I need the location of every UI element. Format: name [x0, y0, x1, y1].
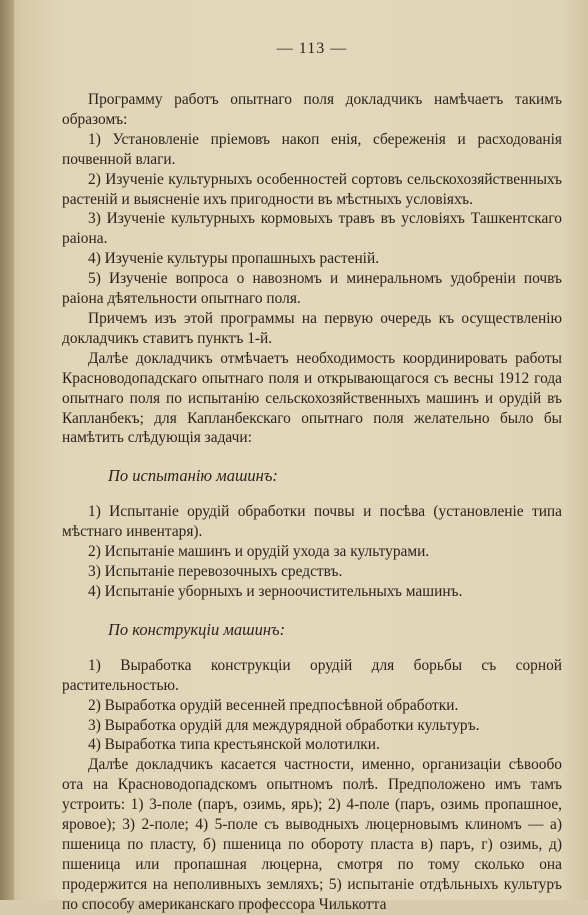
paragraph-coordination: Далѣе докладчикъ отмѣчаетъ необходимость координировать работы Красноводопадскаго опытнаго поля и открывающагося съ весны 1912 года опытнаго поля по испытанію сельскохозяйственныхъ машинъ и орудій въ Капланбекъ; для Капланбекскаго опытнаго поля желательно было бы намѣтить слѣдующія задачи:	[62, 349, 562, 447]
program-item-3: 3) Изученіе культурныхъ кормовыхъ травъ въ условіяхъ Ташкентскаго раіона.	[62, 210, 562, 248]
program-item-2: 2) Изученіе культурныхъ особенностей сортовъ сельскохозяйственныхъ растеній и выясненіе ихъ пригодности въ мѣстныхъ условіяхъ.	[62, 170, 562, 208]
design-item-1: 1) Выработка конструкціи орудій для борьбы съ сорной растительностью.	[62, 656, 562, 694]
paragraph-crop-rotation: Далѣе докладчикъ касается частности, именно, организаціи сѣвообо ота на Красноводопадскомъ опытномъ полѣ. Предположено имъ тамъ устроить: 1) 3-поле (паръ, озимь, ярь); 2) 4-поле (паръ, озимь пропашное, яровое); 3) 2-поле; 4) 5-поле съ выводныхъ люцерновымъ клиномъ — а) пшеница по пласту, б) пшеница по обороту пласта в) паръ, г) озимь, д) пшеница или пропашная люцерна, смотря по тому сколько она продержится на неполивныхъ земляхъ; 5) испытаніе отдѣльныхъ культуръ по способу американскаго профессора Чилькотта	[62, 756, 562, 913]
design-item-4: 4) Выработка типа крестьянской молотилки.	[88, 736, 380, 754]
design-item-2: 2) Выработка орудій весенней предпосѣвной обработки.	[88, 696, 459, 714]
paragraph-program-intro: Программу работъ опытнаго поля докладчикъ намѣчаетъ такимъ образомъ:	[62, 91, 562, 128]
paragraph-priority: Причемъ изъ этой программы на первую очередь къ осуществленію докладчикъ ставитъ пунктъ 1-й.	[62, 309, 562, 347]
testing-item-1: 1) Испытаніе орудій обработки почвы и посѣва (установленіе типа мѣстнаго инвентаря).	[62, 503, 562, 541]
heading-machine-design: По конструкціи машинъ:	[108, 619, 286, 639]
testing-item-4: 4) Испытаніе уборныхъ и зерноочистительныхъ машинъ.	[88, 582, 463, 600]
program-item-5: 5) Изученіе вопроса о навозномъ и минеральномъ удобреніи почвъ раіона дѣятельности опытнаго поля.	[62, 270, 562, 308]
heading-machine-testing: По испытанію машинъ:	[108, 466, 278, 486]
testing-item-2: 2) Испытаніе машинъ и орудій ухода за культурами.	[88, 543, 430, 561]
testing-item-3: 3) Испытаніе перевозочныхъ средствъ.	[88, 563, 343, 581]
book-spine-shadow	[0, 0, 14, 900]
page-number: — 113 —	[276, 40, 348, 57]
program-item-4: 4) Изученіе культуры пропашныхъ растеній.	[88, 250, 380, 268]
design-item-3: 3) Выработка орудій для междурядной обработки культуръ.	[88, 716, 480, 734]
program-item-1: 1) Установленіе пріемовъ накоп енія, сбереженія и расходованія почвенной влаги.	[62, 130, 562, 168]
